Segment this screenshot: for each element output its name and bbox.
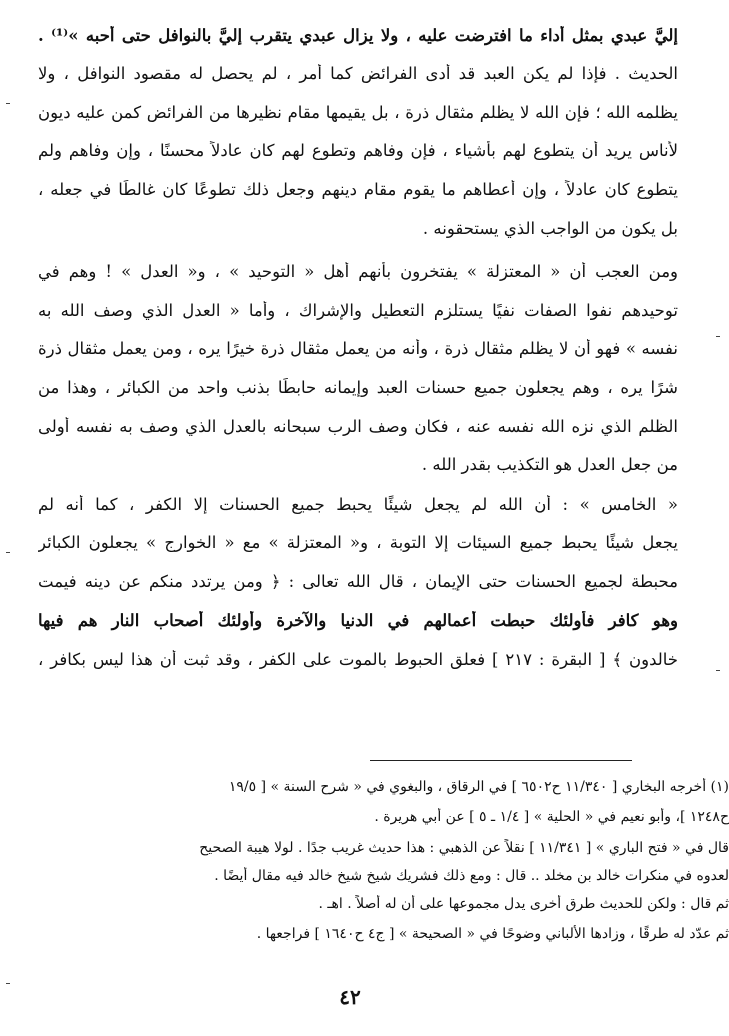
page-number: ٤٢: [339, 985, 361, 1009]
body-line: الظلم الذي نزه الله نفسه عنه ، فكان وصف الرب سبحانه بالعدل الذي وصف به نفسه أولى: [38, 417, 678, 436]
body-line: الحديث . فإذا لم يكن العبد قد أدى الفرائض كما أمر ، لم يحصل له مقصود النوافل ، ولا: [38, 64, 678, 83]
margin-mark: [716, 336, 720, 337]
body-line: محبطة لجميع الحسنات حتى الإيمان ، قال الله تعالى : ﴿ ومن يرتدد منكم عن دينه فيمت: [38, 572, 678, 591]
footnote-line: ثم قال : ولكن للحديث طرق أخرى يدل مجموعها على أن له أصلاً . اهـ .: [318, 896, 729, 912]
footnote-line: لعدوه في منكرات خالد بن مخلد .. قال : ومع ذلك فشريك شيخ شيخ خالد فيه مقال أيضًا .: [214, 868, 729, 884]
body-line: نفسه » فهو أن لا يظلم مثقال ذرة ، وأنه من يعمل مثقال ذرة خيرًا يره ، ومن يعمل مثقال ذرة: [38, 339, 678, 358]
body-line: إليَّ عبدي بمثل أداء ما افترضت عليه ، ولا يزال عبدي يتقرب إليَّ بالنوافل حتى أحبه »⁽¹⁾ .: [38, 26, 678, 45]
body-line: يجعل شيئًا يحبط جميع السيئات إلا التوبة ، و« المعتزلة » مع « الخوارج » يجعلون الكبائر: [38, 533, 678, 552]
body-line: من جعل العدل هو التكذيب بقدر الله .: [421, 455, 678, 474]
margin-mark: [6, 552, 10, 553]
footnote-line: (١) أخرجه البخاري [ ١١/٣٤٠ ح٦٥٠٢ ] في الرقاق ، والبغوي في « شرح السنة » [ ١٩/٥: [228, 779, 729, 795]
footnote-separator: [370, 760, 632, 761]
footnote-line: قال في « فتح الباري » [ ١١/٣٤١ ] نقلاً عن الذهبي : هذا حديث غريب جدًا . لولا هيبة الصحيح: [199, 840, 729, 856]
body-line: يتطوع كان عادلاً ، وإن أعطاهم ما يقوم مقام دينهم وجعل ذلك تطوعًا كان غالطًا في جعله ،: [38, 180, 678, 199]
margin-mark: [716, 670, 720, 671]
body-line: يظلمه الله ؛ فإن الله لا يظلم مثقال ذرة ، بل يقيمها مقام نظيرها من الفرائض كمن عليه ديون: [38, 103, 678, 122]
body-line: وهو كافر فأولئك حبطت أعمالهم في الدنيا والآخرة وأولئك أصحاب النار هم فيها: [38, 611, 678, 630]
margin-mark: [6, 103, 10, 104]
body-line: لأناس يريد أن يتطوع لهم بأشياء ، فإن وفاهم وتطوع لهم كان عادلاً محسنًا ، وإن وفاهم ولم: [38, 141, 678, 160]
body-line: بل يكون من الواجب الذي يستحقونه .: [422, 219, 678, 238]
footnote-line: ثم عدّد له طرقًا ، وزادها الألباني وضوحًا في « الصحيحة » [ ج٤ ح١٦٤٠ ] فراجعها .: [256, 926, 729, 942]
footnote-line: ح١٢٤٨ ]، وأبو نعيم في « الحلية » [ ١/٤ ـ ٥ ] عن أبي هريرة .: [374, 809, 729, 825]
body-line: « الخامس » : أن الله لم يجعل شيئًا يحبط جميع الحسنات إلا الكفر ، كما أنه لم: [38, 495, 678, 514]
body-line: توحيدهم نفوا الصفات نفيًا يستلزم التعطيل والإشراك ، وأما « العدل الذي وصف الله به: [38, 301, 678, 320]
margin-mark: [6, 983, 10, 984]
body-line: خالدون ﴾ [ البقرة : ٢١٧ ] فعلق الحبوط بالموت على الكفر ، وقد ثبت أن هذا ليس بكافر ،: [38, 650, 678, 669]
body-line: ومن العجب أن « المعتزلة » يفتخرون بأنهم أهل « التوحيد » ، و« العدل » ! وهم في: [38, 262, 678, 281]
body-line: شرًا يره ، وهم يجعلون جميع حسنات العبد وإيمانه حابطًا بذنب واحد من الكبائر ، وهذا من: [38, 378, 678, 397]
